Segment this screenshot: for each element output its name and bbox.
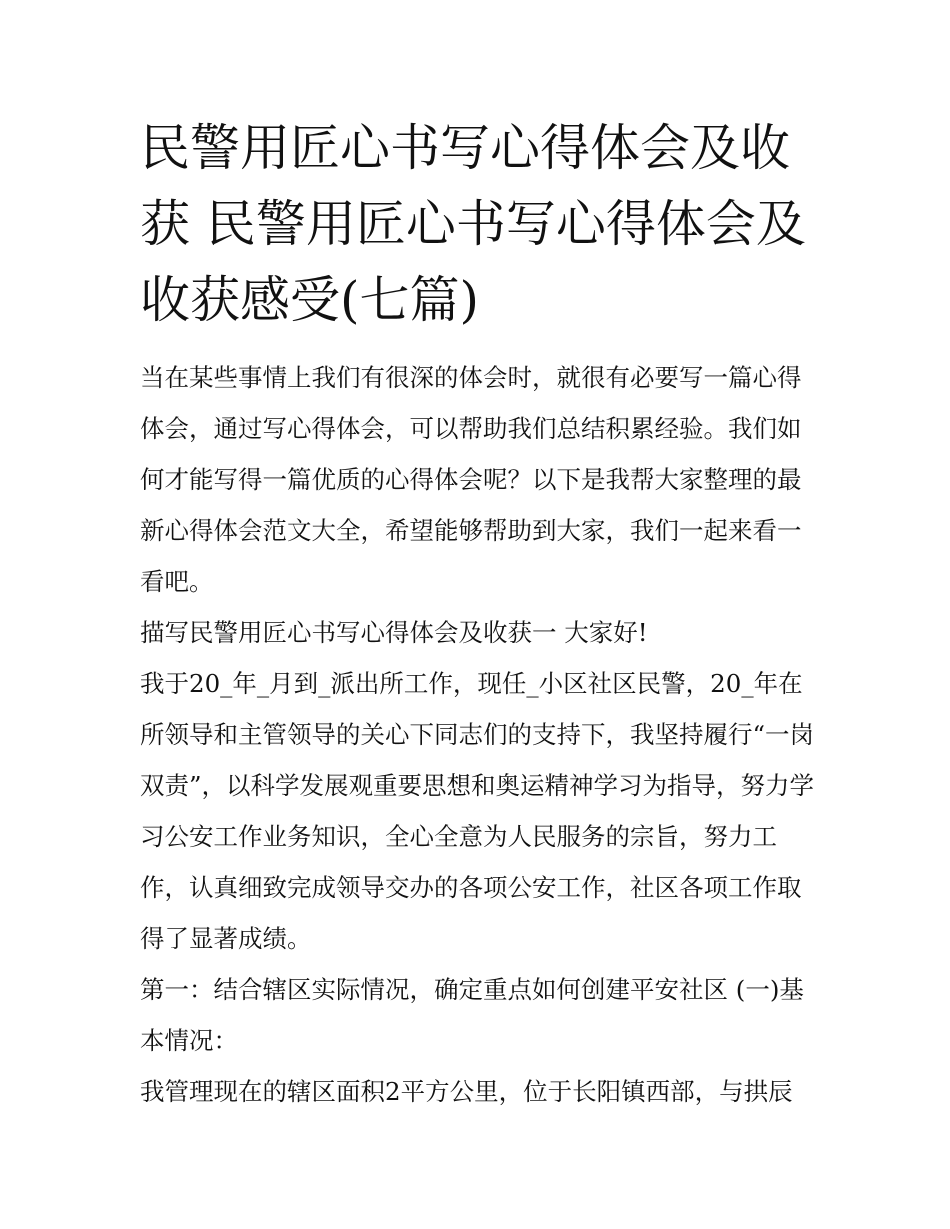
paragraph-area-description: 我管理现在的辖区面积2平方公里，位于长阳镇西部，与拱辰: [140, 1077, 793, 1106]
document-body: [140, 352, 820, 1117]
paragraph-work-summary: 我于20_年_月到_派出所工作，现任_小区社区民警，20_年在所领导和主管领导的关心下同志们的支持下，我坚持履行“一岗双责”，以科学发展观重要思想和奥运精神学习为指导，努力学习公安工作业务知识，全心全意为人民服务的宗旨，努力工作，认真细致完成领导交办的各项公安工作，社区各项工作取得了显著成绩。: [140, 669, 815, 953]
paragraph-section-heading: 描写民警用匠心书写心得体会及收获一 大家好!: [140, 618, 648, 647]
document-title: 民警用匠心书写心得体会及收获 民警用匠心书写心得体会及收获感受(七篇): [140, 119, 806, 329]
paragraph-intro: 当在某些事情上我们有很深的体会时，就很有必要写一篇心得体会，通过写心得体会，可以帮助我们总结积累经验。我们如何才能写得一篇优质的心得体会呢？以下是我帮大家整理的最新心得体会范文大全，希望能够帮助到大家，我们一起来看一看吧。: [140, 363, 802, 596]
paragraph-first-point: 第一：结合辖区实际情况，确定重点如何创建平安社区 (一)基本情况：: [140, 975, 804, 1055]
